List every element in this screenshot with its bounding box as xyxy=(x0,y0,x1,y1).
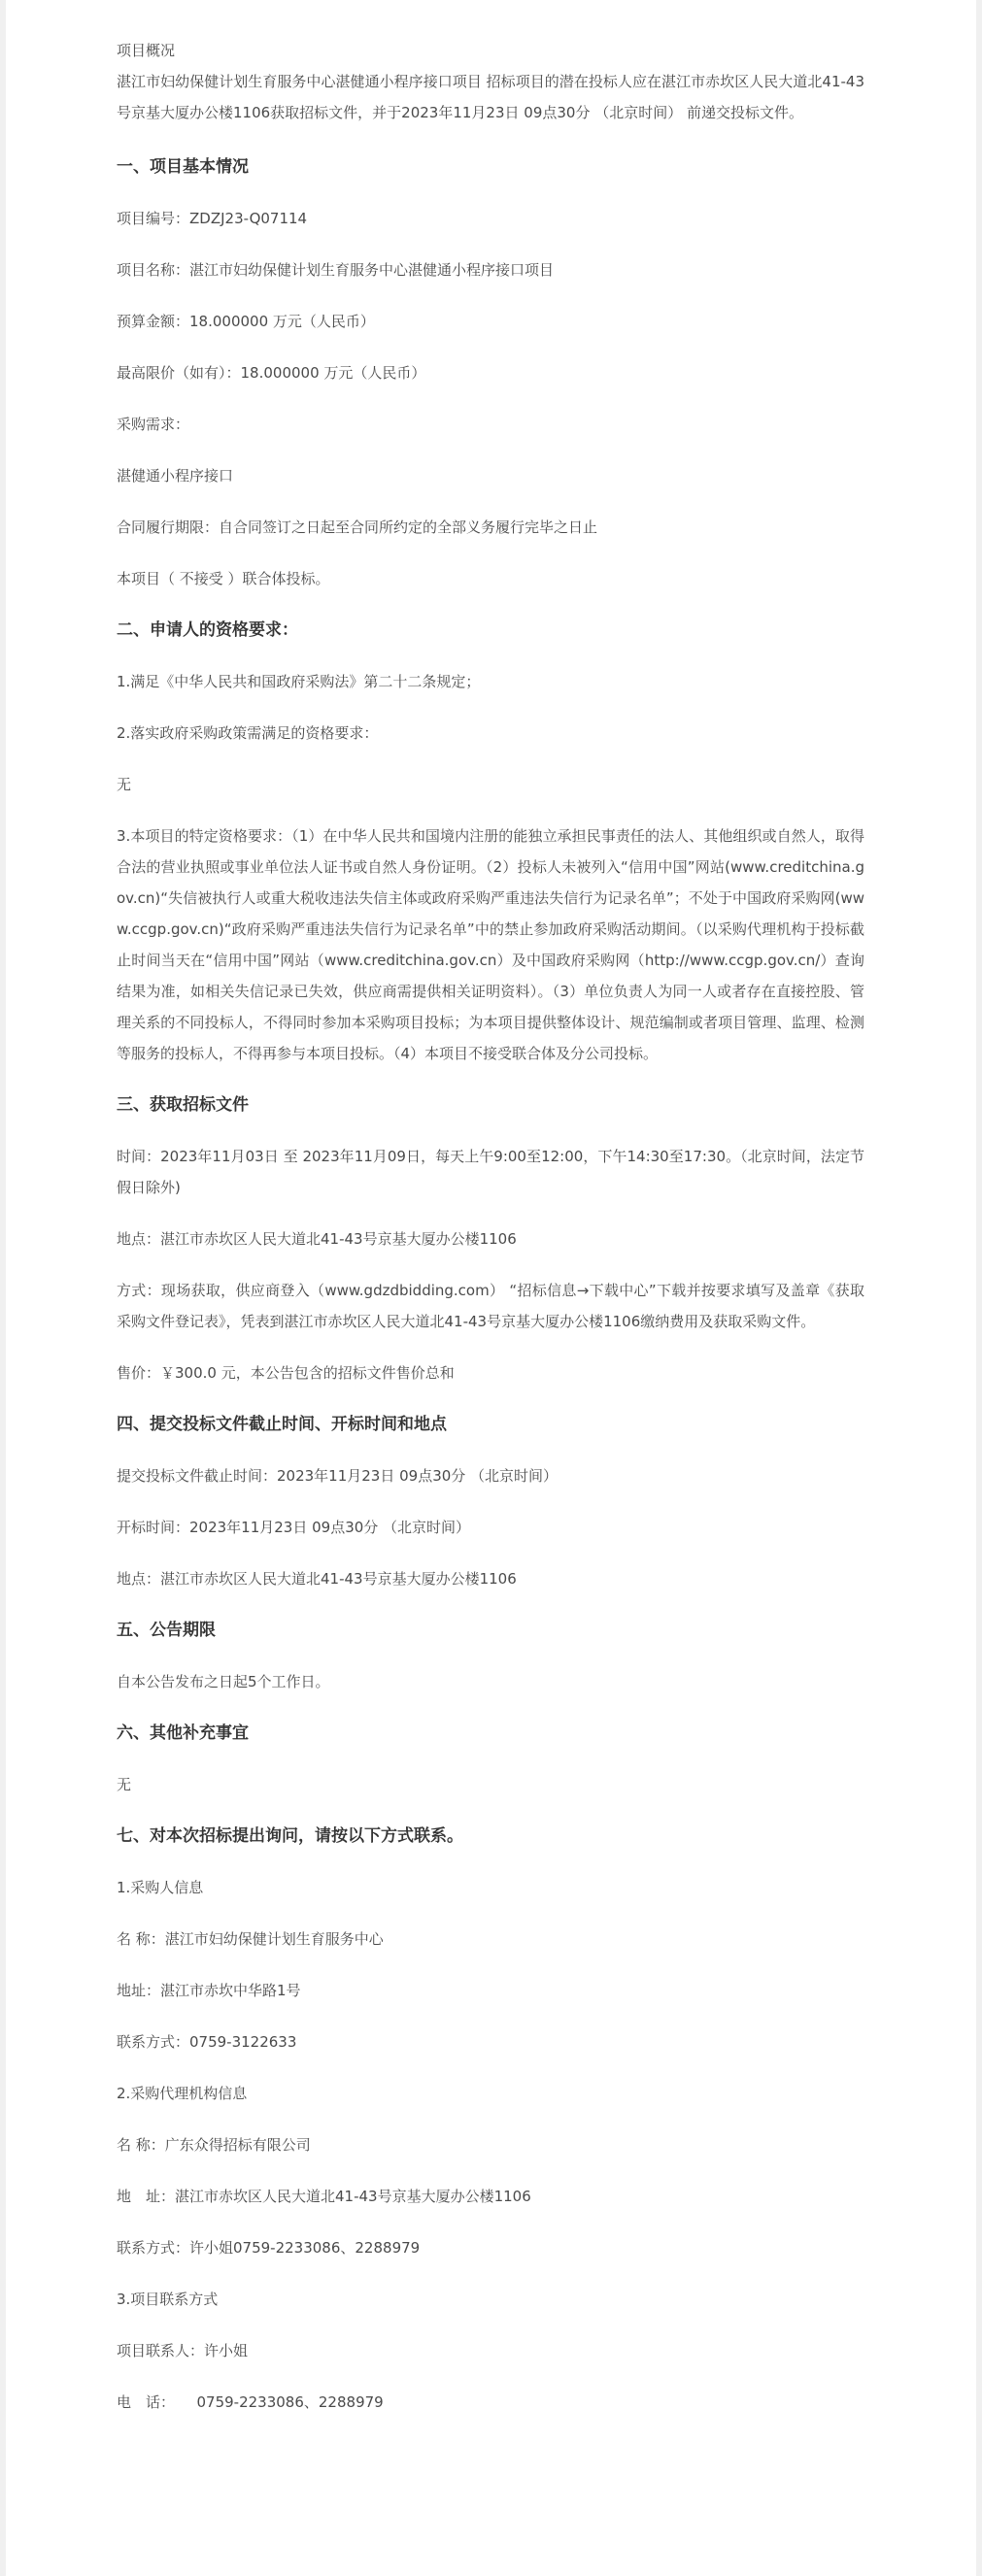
section-paragraph: 地 址：湛江市赤坎区人民大道北41-43号京基大厦办公楼1106 xyxy=(117,2188,531,2205)
section-heading: 一、项目基本情况 xyxy=(117,157,249,177)
overview-label: 项目概况 xyxy=(117,42,176,59)
section-paragraph: 3.项目联系方式 xyxy=(117,2291,219,2308)
section-heading: 五、公告期限 xyxy=(117,1621,216,1640)
section-paragraph: 售价：￥300.0 元，本公告包含的招标文件售价总和 xyxy=(117,1364,455,1382)
section-paragraph: 方式：现场获取，供应商登入（www.gdzdbidding.com） “招标信息→下载中心”下载并按要求填写及盖章《获取采购文件登记表》，凭表到湛江市赤坎区人民大道北41-43号京基大厦办公楼1106缴纳费用及获取采购文件。 xyxy=(117,1282,864,1330)
announcement-document xyxy=(6,0,976,2576)
section-paragraph: 湛健通小程序接口 xyxy=(117,467,234,485)
section-paragraph: 合同履行期限：自合同签订之日起至合同所约定的全部义务履行完毕之日止 xyxy=(117,519,598,536)
section-paragraph: 名 称：湛江市妇幼保健计划生育服务中心 xyxy=(117,1930,384,1948)
section xyxy=(117,1615,864,1697)
section-paragraph: 名 称：广东众得招标有限公司 xyxy=(117,2136,311,2154)
section-heading: 七、对本次招标提出询问，请按以下方式联系。 xyxy=(117,1826,463,1846)
section-paragraph: 地点：湛江市赤坎区人民大道北41-43号京基大厦办公楼1106 xyxy=(117,1570,517,1588)
section-paragraph: 采购需求： xyxy=(117,416,190,433)
section-heading: 四、提交投标文件截止时间、开标时间和地点 xyxy=(117,1415,447,1434)
section xyxy=(117,615,864,1069)
section-heading: 三、获取招标文件 xyxy=(117,1095,249,1115)
section-paragraph: 1.采购人信息 xyxy=(117,1879,204,1896)
section-paragraph: 自本公告发布之日起5个工作日。 xyxy=(117,1673,330,1690)
section-paragraph: 2.采购代理机构信息 xyxy=(117,2085,248,2102)
section-list xyxy=(117,151,864,2418)
section xyxy=(117,1821,864,2418)
section-paragraph: 本项目（ 不接受 ）联合体投标。 xyxy=(117,570,330,587)
section-paragraph: 开标时间：2023年11月23日 09点30分 （北京时间） xyxy=(117,1519,471,1536)
section-paragraph: 时间：2023年11月03日 至 2023年11月09日，每天上午9:00至12:00，下午14:30至17:30。（北京时间，法定节假日除外) xyxy=(117,1148,864,1196)
section-heading: 二、申请人的资格要求： xyxy=(117,620,298,640)
overview-text: 湛江市妇幼保健计划生育服务中心湛健通小程序接口项目 招标项目的潜在投标人应在湛江市赤坎区人民大道北41-43号京基大厦办公楼1106获取招标文件，并于2023年11月23日 09点30分 （北京时间） 前递交投标文件。 xyxy=(117,73,864,121)
section-paragraph: 项目编号：ZDZJ23-Q07114 xyxy=(117,210,308,227)
section-heading: 六、其他补充事宜 xyxy=(117,1723,249,1743)
section-paragraph: 项目联系人：许小姐 xyxy=(117,2342,249,2359)
section-paragraph: 地址：湛江市赤坎中华路1号 xyxy=(117,1982,301,1999)
section-paragraph: 2.落实政府采购政策需满足的资格要求： xyxy=(117,724,379,742)
section-paragraph: 联系方式：许小姐0759-2233086、2288979 xyxy=(117,2239,421,2257)
section-paragraph: 最高限价（如有）：18.000000 万元（人民币） xyxy=(117,364,426,382)
section-paragraph: 联系方式：0759-3122633 xyxy=(117,2033,297,2051)
section xyxy=(117,1718,864,1800)
section xyxy=(117,1089,864,1388)
section-paragraph: 3.本项目的特定资格要求：（1）在中华人民共和国境内注册的能独立承担民事责任的法人、其他组织或自然人，取得合法的营业执照或事业单位法人证书或自然人身份证明。（2）投标人未被列入“信用中国”网站(www.creditchina.gov.cn)“失信被执行人或重大税收违法失信主体或政府采购严重违法失信行为记录名单”；不处于中国政府采购网(www.ccgp.gov.cn)“政府采购严重违法失信行为记录名单”中的禁止参加政府采购活动期间。（以采购代理机构于投标截止时间当天在“信用中国”网站（www.creditchina.gov.cn）及中国政府采购网（http://www.ccgp.gov.cn/）查询结果为准，如相关失信记录已失效，供应商需提供相关证明资料）。（3）单位负责人为同一人或者存在直接控股、管理关系的不同投标人，不得同时参加本采购项目投标；为本项目提供整体设计、规范编制或者项目管理、监理、检测等服务的投标人，不得再参与本项目投标。（4）本项目不接受联合体及分公司投标。 xyxy=(117,827,864,1062)
section-paragraph: 1.满足《中华人民共和国政府采购法》第二十二条规定； xyxy=(117,673,481,690)
section-paragraph: 项目名称：湛江市妇幼保健计划生育服务中心湛健通小程序接口项目 xyxy=(117,261,555,279)
section-paragraph: 无 xyxy=(117,1776,132,1793)
section-paragraph: 电 话： 0759-2233086、2288979 xyxy=(117,2393,384,2411)
project-overview xyxy=(117,35,864,128)
section-paragraph: 无 xyxy=(117,776,132,793)
section xyxy=(117,1409,864,1594)
section-paragraph: 提交投标文件截止时间：2023年11月23日 09点30分 （北京时间） xyxy=(117,1467,559,1485)
section-paragraph: 预算金额：18.000000 万元（人民币） xyxy=(117,313,375,330)
section xyxy=(117,151,864,594)
section-paragraph: 地点：湛江市赤坎区人民大道北41-43号京基大厦办公楼1106 xyxy=(117,1230,517,1248)
